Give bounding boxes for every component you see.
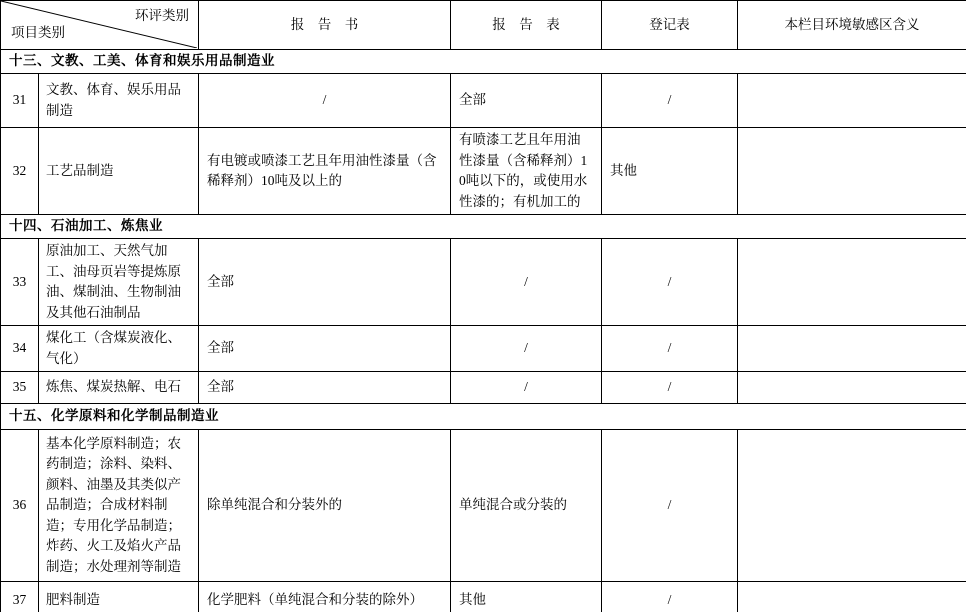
cell-report-form: 有喷漆工艺且年用油性漆量（含稀释剂）10吨以下的，或使用水性漆的；有机加工的 xyxy=(451,128,602,215)
header-row xyxy=(1,1,966,50)
cell-row-number: 36 xyxy=(1,430,39,582)
cell-sensitive-meaning xyxy=(738,74,966,128)
cell-report-book: 化学肥料（单纯混合和分装的除外） xyxy=(199,582,451,612)
header-report-form: 报 告 表 xyxy=(451,1,602,50)
cell-report-book: 全部 xyxy=(199,239,451,326)
cell-registration-form: / xyxy=(602,74,738,128)
cell-report-form: 全部 xyxy=(451,74,602,128)
table-row xyxy=(1,372,966,404)
table-row xyxy=(1,74,966,128)
cell-sensitive-meaning xyxy=(738,128,966,215)
diagonal-header-cell xyxy=(1,1,199,50)
section-header-row xyxy=(1,404,966,430)
cell-row-number: 32 xyxy=(1,128,39,215)
cell-project-category: 炼焦、煤炭热解、电石 xyxy=(39,372,199,404)
cell-registration-form: / xyxy=(602,430,738,582)
section-header-row xyxy=(1,50,966,74)
cell-registration-form: / xyxy=(602,326,738,372)
cell-report-book: 全部 xyxy=(199,372,451,404)
section-header-row xyxy=(1,215,966,239)
cell-row-number: 37 xyxy=(1,582,39,612)
cell-project-category: 工艺品制造 xyxy=(39,128,199,215)
header-registration-form: 登记表 xyxy=(602,1,738,50)
cell-registration-form: / xyxy=(602,239,738,326)
cell-report-form: 其他 xyxy=(451,582,602,612)
cell-project-category: 煤化工（含煤炭液化、气化） xyxy=(39,326,199,372)
cell-report-book: 有电镀或喷漆工艺且年用油性漆量（含稀释剂）10吨及以上的 xyxy=(199,128,451,215)
cell-project-category: 基本化学原料制造；农药制造；涂料、染料、颜料、油墨及其类似产品制造；合成材料制造；专用化学品制造；炸药、火工及焰火产品制造；水处理剂等制造 xyxy=(39,430,199,582)
cell-registration-form: / xyxy=(602,372,738,404)
cell-report-form: / xyxy=(451,372,602,404)
cell-project-category: 原油加工、天然气加工、油母页岩等提炼原油、煤制油、生物制油及其他石油制品 xyxy=(39,239,199,326)
table-row xyxy=(1,582,966,612)
header-sensitive-meaning: 本栏目环境敏感区含义 xyxy=(738,1,966,50)
section-title: 十三、文教、工美、体育和娱乐用品制造业 xyxy=(1,50,966,74)
cell-report-form: 单纯混合或分装的 xyxy=(451,430,602,582)
table-row xyxy=(1,326,966,372)
cell-sensitive-meaning xyxy=(738,582,966,612)
cell-row-number: 31 xyxy=(1,74,39,128)
section-title: 十五、化学原料和化学制品制造业 xyxy=(1,404,966,430)
cell-report-book: / xyxy=(199,74,451,128)
cell-sensitive-meaning xyxy=(738,326,966,372)
cell-project-category: 肥料制造 xyxy=(39,582,199,612)
cell-report-book: 除单纯混合和分装外的 xyxy=(199,430,451,582)
cell-row-number: 35 xyxy=(1,372,39,404)
table-row xyxy=(1,430,966,582)
cell-project-category: 文教、体育、娱乐用品制造 xyxy=(39,74,199,128)
header-eia-category-label: 环评类别 xyxy=(135,8,189,23)
cell-sensitive-meaning xyxy=(738,372,966,404)
cell-row-number: 33 xyxy=(1,239,39,326)
cell-registration-form: 其他 xyxy=(602,128,738,215)
table-row xyxy=(1,239,966,326)
header-report-book: 报 告 书 xyxy=(199,1,451,50)
cell-row-number: 34 xyxy=(1,326,39,372)
section-title: 十四、石油加工、炼焦业 xyxy=(1,215,966,239)
cell-registration-form: / xyxy=(602,582,738,612)
cell-sensitive-meaning xyxy=(738,239,966,326)
cell-report-form: / xyxy=(451,239,602,326)
header-project-category-label: 项目类别 xyxy=(11,25,65,41)
cell-report-book: 全部 xyxy=(199,326,451,372)
table-row xyxy=(1,128,966,215)
cell-report-form: / xyxy=(451,326,602,372)
cell-sensitive-meaning xyxy=(738,430,966,582)
